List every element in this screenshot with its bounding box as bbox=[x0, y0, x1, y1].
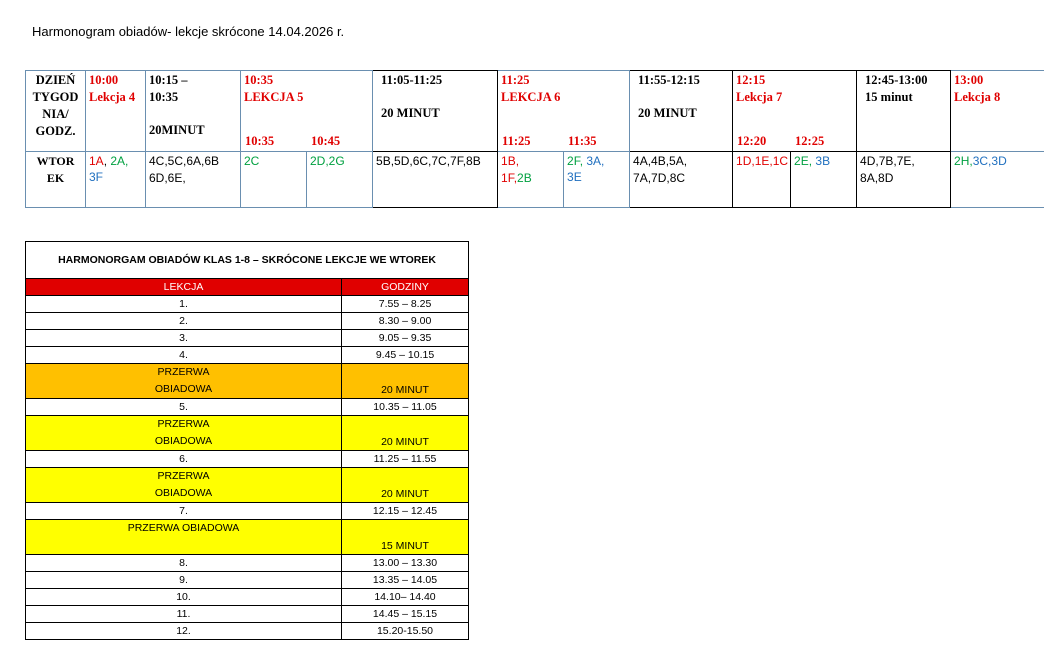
lesson7-sub2: 12:25 bbox=[795, 134, 825, 148]
table-row bbox=[26, 503, 469, 520]
class-red: 1A bbox=[89, 154, 104, 168]
godziny-cell: 12.15 – 12.45 bbox=[342, 503, 469, 520]
table-row bbox=[26, 606, 469, 623]
day-cell bbox=[26, 152, 86, 208]
lekcja-cell: 4. bbox=[26, 347, 342, 364]
godziny-cell: 14.10– 14.40 bbox=[342, 589, 469, 606]
lekcja-cell: 2. bbox=[26, 313, 342, 330]
lesson5-label: LEKCJA 5 bbox=[244, 90, 304, 104]
lesson5-sub1: 10:35 bbox=[245, 134, 275, 148]
table-row bbox=[26, 399, 469, 416]
lesson4-time: 10:00 bbox=[89, 73, 119, 87]
lesson5-time: 10:35 bbox=[244, 73, 274, 87]
break-label-cell bbox=[26, 468, 342, 503]
godziny-cell: 9.05 – 9.35 bbox=[342, 330, 469, 347]
classes-line: 6D,6E, bbox=[149, 171, 186, 185]
lekcja-cell: 8. bbox=[26, 555, 342, 572]
lesson6-time: 11:25 bbox=[501, 73, 530, 87]
break1-time: 10:15 – bbox=[149, 73, 188, 87]
day-header-line: NIA/ bbox=[42, 107, 69, 121]
lekcja-cell: 12. bbox=[26, 623, 342, 640]
lesson7-header bbox=[733, 71, 857, 152]
break-label-cell: PRZERWA OBIADOWA bbox=[26, 520, 342, 555]
table-row bbox=[26, 589, 469, 606]
lesson5-classes-a: 2C bbox=[241, 152, 307, 208]
class-blue: 3E bbox=[567, 170, 582, 184]
godziny-cell: 11.25 – 11.55 bbox=[342, 451, 469, 468]
class-blue: 3B bbox=[815, 154, 831, 168]
godziny-cell: 8.30 – 9.00 bbox=[342, 313, 469, 330]
class-red: 1B, bbox=[501, 154, 520, 168]
class-green: 2A, bbox=[110, 154, 129, 168]
day-header-line: TYGOD bbox=[32, 90, 79, 104]
lekcja-cell: 6. bbox=[26, 451, 342, 468]
classes-line: 8A,8D bbox=[860, 171, 894, 185]
lesson4-label: Lekcja 4 bbox=[89, 90, 136, 104]
lekcja-cell: 1. bbox=[26, 296, 342, 313]
day-header-cell bbox=[26, 71, 86, 152]
break-line: OBIADOWA bbox=[154, 383, 213, 395]
lunch-schedule-table bbox=[25, 241, 469, 640]
godziny-cell: 13.00 – 13.30 bbox=[342, 555, 469, 572]
break4-duration: 15 minut bbox=[865, 90, 913, 104]
godziny-cell: 15.20-15.50 bbox=[342, 623, 469, 640]
lesson5-classes-b: 2D,2G bbox=[307, 152, 373, 208]
lunch-table-caption: HARMONORGAM OBIADÓW KLAS 1-8 – SKRÓCONE LEKCJE WE WTOREK bbox=[26, 242, 469, 279]
break-row bbox=[26, 364, 469, 399]
godziny-cell: 9.45 – 10.15 bbox=[342, 347, 469, 364]
lesson6-sub2: 11:35 bbox=[568, 134, 597, 148]
lesson5-header bbox=[241, 71, 373, 152]
break-row bbox=[26, 468, 469, 503]
break-label-cell bbox=[26, 416, 342, 451]
break-duration-cell: 20 MINUT bbox=[342, 364, 469, 399]
godziny-cell: 10.35 – 11.05 bbox=[342, 399, 469, 416]
break-label-cell bbox=[26, 364, 342, 399]
class-red: 1F, bbox=[501, 171, 518, 185]
lesson8-time: 13:00 bbox=[954, 73, 984, 87]
break4-header bbox=[857, 71, 951, 152]
lesson8-header bbox=[951, 71, 1044, 152]
break1-header bbox=[146, 71, 241, 152]
break2-duration: 20 MINUT bbox=[381, 106, 440, 120]
schedule-header-row bbox=[26, 71, 1044, 152]
lunch-header-row bbox=[26, 279, 469, 296]
break-line: OBIADOWA bbox=[154, 487, 213, 499]
godziny-cell: 7.55 – 8.25 bbox=[342, 296, 469, 313]
weekly-schedule-table bbox=[25, 70, 1044, 208]
table-row bbox=[26, 296, 469, 313]
table-row bbox=[26, 572, 469, 589]
lesson6-label: LEKCJA 6 bbox=[501, 90, 561, 104]
godziny-cell: 14.45 – 15.15 bbox=[342, 606, 469, 623]
day-header-line: DZIEŃ bbox=[35, 73, 76, 87]
lesson6-header bbox=[498, 71, 630, 152]
lekcja-cell: 7. bbox=[26, 503, 342, 520]
break2-classes: 5B,5D,6C,7C,7F,8B bbox=[373, 152, 498, 208]
lesson7-classes-b bbox=[791, 152, 857, 208]
day-header-line: GODZ. bbox=[35, 124, 76, 138]
break-duration-cell: 15 MINUT bbox=[342, 520, 469, 555]
class-blue: 3F bbox=[89, 170, 104, 184]
break4-classes bbox=[857, 152, 951, 208]
lekcja-cell: 11. bbox=[26, 606, 342, 623]
godziny-cell: 13.35 – 14.05 bbox=[342, 572, 469, 589]
lesson4-classes: 1A, 2A, 3F bbox=[86, 152, 146, 208]
lesson7-classes-a: 1D,1E,1C bbox=[733, 152, 791, 208]
break-duration-cell: 20 MINUT bbox=[342, 416, 469, 451]
table-row bbox=[26, 555, 469, 572]
break-line: OBIADOWA bbox=[154, 435, 213, 447]
lesson8-classes bbox=[951, 152, 1044, 208]
lesson8-label: Lekcja 8 bbox=[954, 90, 1001, 104]
lekcja-cell: 9. bbox=[26, 572, 342, 589]
lesson6-sub1: 11:25 bbox=[502, 134, 531, 148]
col-lekcja-header: LEKCJA bbox=[26, 279, 342, 296]
day-line: WTOR bbox=[36, 154, 75, 168]
class-green: 2H, bbox=[954, 154, 973, 168]
lesson7-label: Lekcja 7 bbox=[736, 90, 783, 104]
classes-line: 7A,7D,8C bbox=[633, 171, 686, 185]
break4-time: 12:45-13:00 bbox=[865, 73, 928, 87]
lekcja-cell: 3. bbox=[26, 330, 342, 347]
break-line: PRZERWA bbox=[157, 470, 210, 482]
lesson7-time: 12:15 bbox=[736, 73, 766, 87]
break3-time: 11:55-12:15 bbox=[638, 73, 700, 87]
class-green: 2E, bbox=[794, 154, 813, 168]
break2-header bbox=[373, 71, 498, 152]
table-row bbox=[26, 347, 469, 364]
table-row bbox=[26, 330, 469, 347]
break3-classes bbox=[630, 152, 733, 208]
page-title: Harmonogram obiadów- lekcje skrócone 14.04.2026 r. bbox=[32, 24, 345, 39]
classes-line: 4C,5C,6A,6B bbox=[149, 154, 220, 168]
break1-classes bbox=[146, 152, 241, 208]
class-blue: 3C,3D bbox=[972, 154, 1007, 168]
col-godziny-header: GODZINY bbox=[342, 279, 469, 296]
break-duration-cell: 20 MINUT bbox=[342, 468, 469, 503]
day-line: EK bbox=[46, 171, 65, 185]
break1-time2: 10:35 bbox=[149, 90, 179, 104]
break1-duration: 20MINUT bbox=[149, 123, 205, 137]
classes-line: 4A,4B,5A, bbox=[633, 154, 688, 168]
lekcja-cell: 5. bbox=[26, 399, 342, 416]
class-green: 2B bbox=[517, 171, 532, 185]
break3-header bbox=[630, 71, 733, 152]
lekcja-cell: 10. bbox=[26, 589, 342, 606]
break3-duration: 20 MINUT bbox=[638, 106, 697, 120]
class-green: 2F, bbox=[567, 154, 584, 168]
table-row bbox=[26, 623, 469, 640]
schedule-data-row bbox=[26, 152, 1044, 208]
lesson6-classes-b bbox=[564, 152, 630, 208]
break-line: PRZERWA bbox=[157, 366, 210, 378]
classes-line: 4D,7B,7E, bbox=[860, 154, 915, 168]
lesson5-sub2: 10:45 bbox=[311, 134, 341, 148]
break-row bbox=[26, 416, 469, 451]
break-row bbox=[26, 520, 469, 555]
table-row bbox=[26, 313, 469, 330]
table-row bbox=[26, 451, 469, 468]
class-blue: 3A, bbox=[586, 154, 605, 168]
lesson4-header bbox=[86, 71, 146, 152]
lesson6-classes-a bbox=[498, 152, 564, 208]
break-line: PRZERWA bbox=[157, 418, 210, 430]
lesson7-sub1: 12:20 bbox=[737, 134, 767, 148]
break2-time: 11:05-11:25 bbox=[381, 73, 443, 87]
